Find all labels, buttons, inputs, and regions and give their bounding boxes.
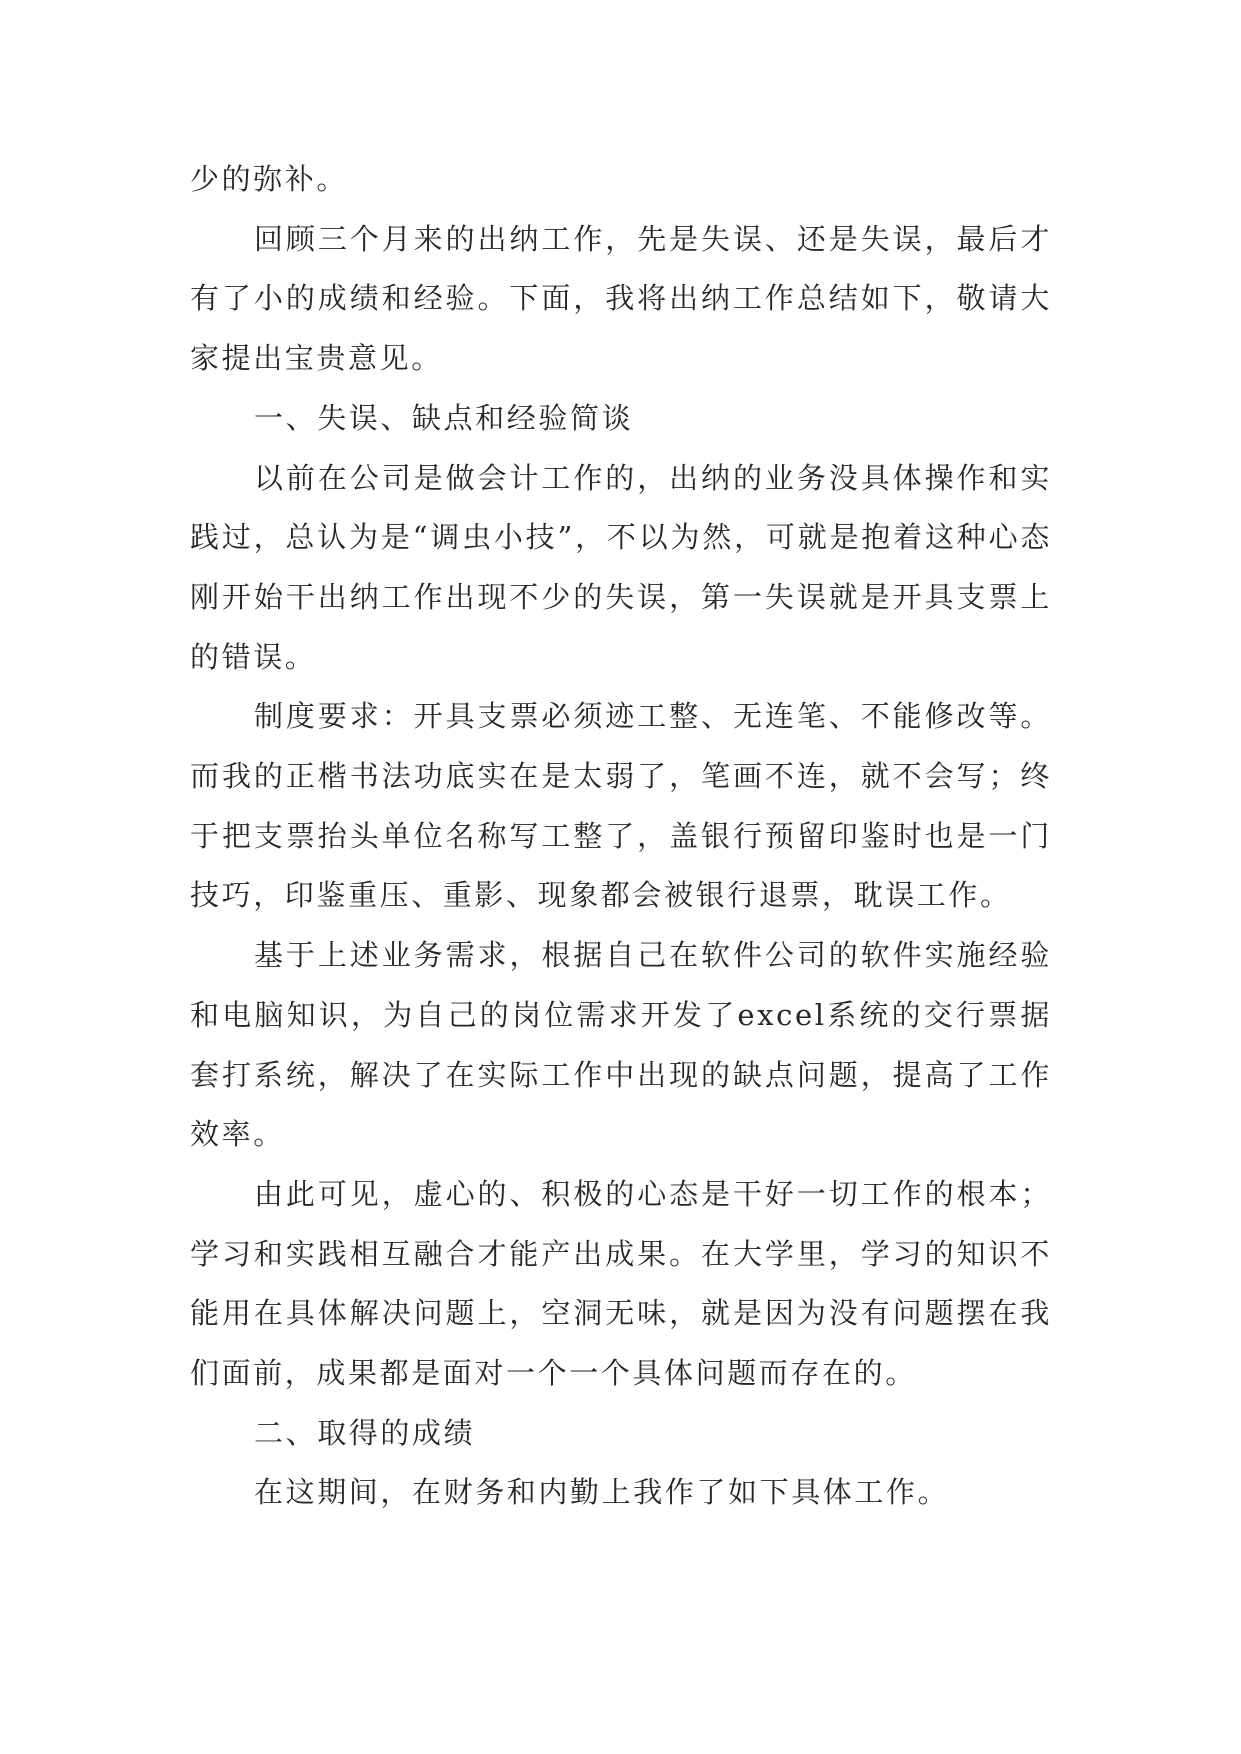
section-heading-mistakes: 一、失误、缺点和经验简谈 [254, 400, 634, 435]
paragraph-previous-work: 以前在公司是做会计工作的，出纳的业务没具体操作和实践过，总认为是“调虫小技”，不以为然，可就是抱着这种心态刚开始干出纳工作出现不少的失误，第一失误就是开具支票上的错误。 [190, 460, 1052, 674]
section-heading-achievements: 二、取得的成绩 [254, 1415, 476, 1450]
paragraph-review-intro: 回顾三个月来的出纳工作，先是失误、还是失误，最后才有了小的成绩和经验。下面，我将出纳工作总结如下，敬请大家提出宝贵意见。 [190, 221, 1052, 376]
paragraph-conclusion: 由此可见，虚心的、积极的心态是干好一切工作的根本；学习和实践相互融合才能产出成果。在大学里，学习的知识不能用在具体解决问题上，空洞无味，就是因为没有问题摆在我们面前，成果都是面对一个一个具体问题而存在的。 [190, 1176, 1052, 1391]
paragraph-check-rules: 制度要求：开具支票必须迹工整、无连笔、不能修改等。而我的正楷书法功底实在是太弱了，笔画不连，就不会写；终于把支票抬头单位名称写工整了，盖银行预留印鉴时也是一门技巧，印鉴重压、重影、现象都会被银行退票，耽误工作。 [190, 699, 1052, 913]
document-body [190, 150, 1052, 1523]
paragraph-continuation: 少的弥补。 [190, 162, 349, 196]
paragraph-excel-system: 基于上述业务需求，根据自己在软件公司的软件实施经验和电脑知识，为自己的岗位需求开发了excel系统的交行票据套打系统，解决了在实际工作中出现的缺点问题，提高了工作效率。 [190, 938, 1052, 1152]
paragraph-work-done: 在这期间，在财务和内勤上我作了如下具体工作。 [254, 1475, 950, 1510]
